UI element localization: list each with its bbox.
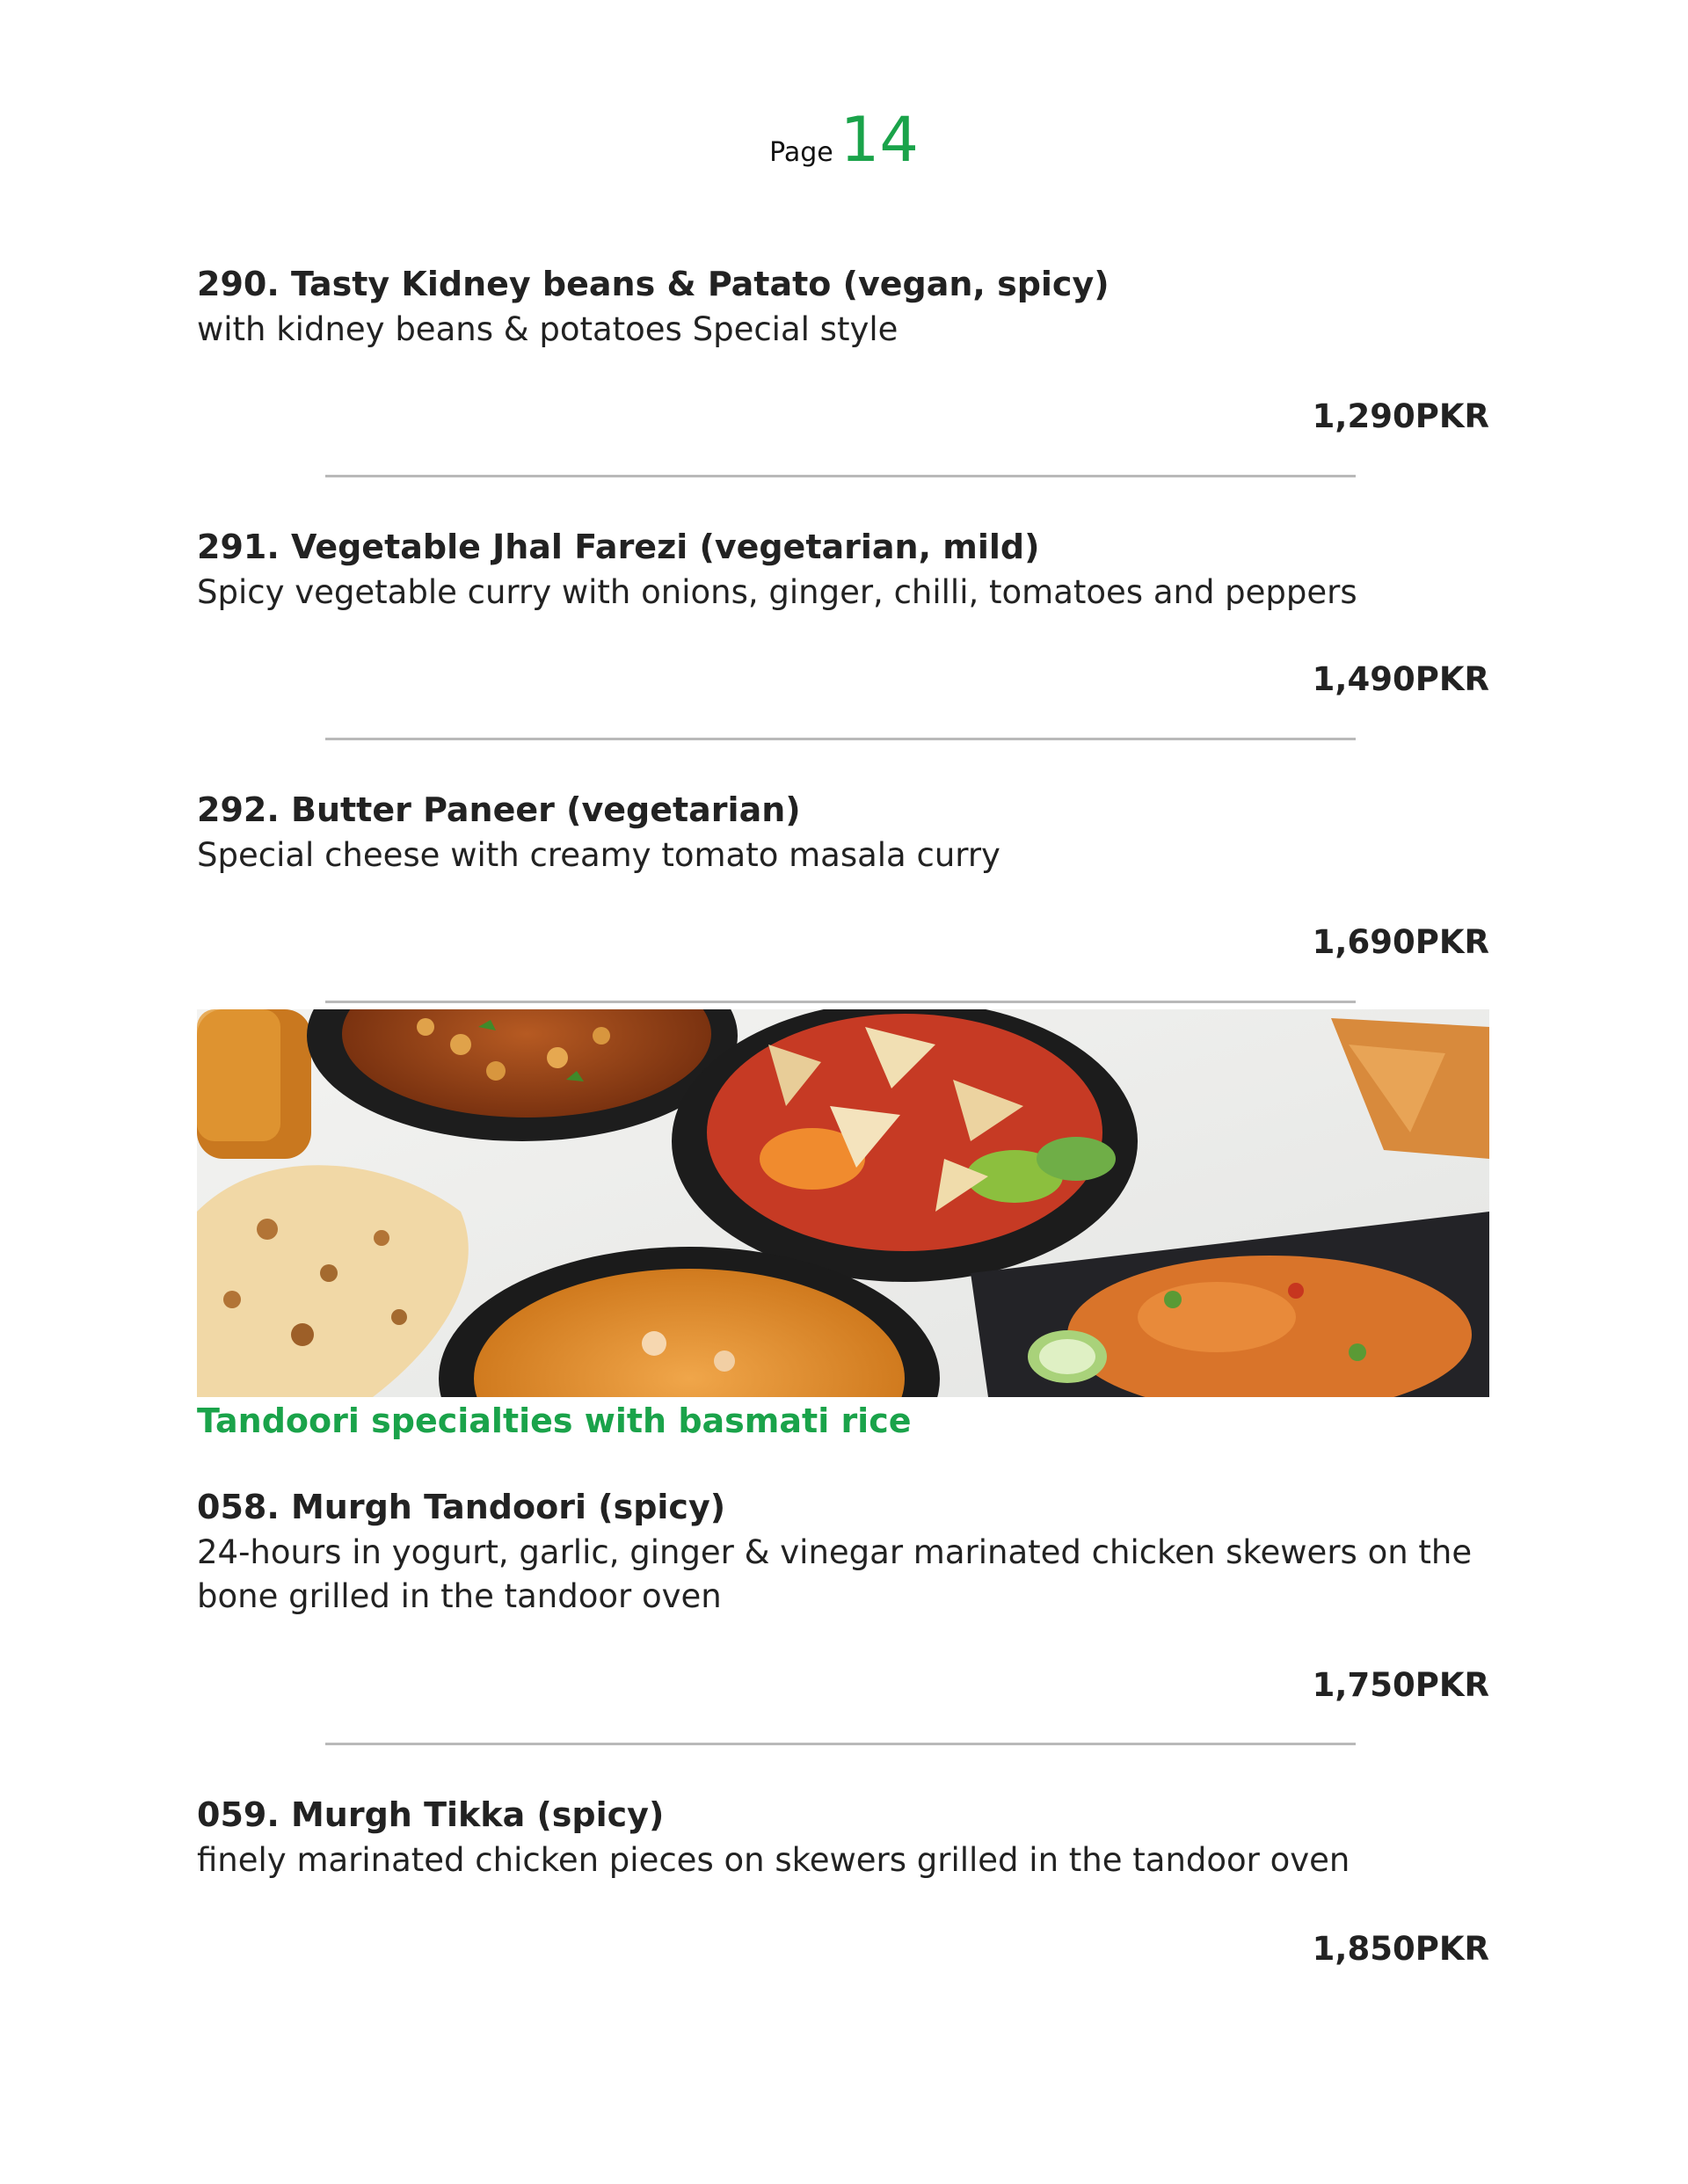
- menu-item-title: 290. Tasty Kidney beans & Patato (vegan, spicy): [197, 265, 1110, 303]
- menu-item-058: [197, 1485, 1489, 1619]
- food-banner-image: [197, 1009, 1489, 1397]
- menu-item-description: with kidney beans & potatoes Special style: [197, 310, 899, 348]
- menu-item-title: 291. Vegetable Jhal Farezi (vegetarian, mild): [197, 528, 1040, 566]
- page-label: Page: [769, 137, 833, 168]
- menu-item-description: Special cheese with creamy tomato masala curry: [197, 836, 1000, 874]
- menu-item-291: [197, 525, 1489, 615]
- menu-item-292: [197, 788, 1489, 877]
- menu-item-price: 1,690PKR: [1312, 923, 1489, 961]
- menu-item-price: 1,490PKR: [1312, 660, 1489, 698]
- menu-item-059: [197, 1793, 1489, 1882]
- page-header: [0, 104, 1688, 176]
- divider: [325, 738, 1356, 740]
- divider: [325, 475, 1356, 477]
- menu-item-title: 058. Murgh Tandoori (spicy): [197, 1488, 726, 1526]
- menu-item-description: 24-hours in yogurt, garlic, ginger & vinegar marinated chicken skewers on the bone grilled in the tandoor oven: [197, 1533, 1473, 1615]
- menu-item-290: [197, 262, 1489, 352]
- menu-item-price: 1,850PKR: [1312, 1930, 1489, 1968]
- menu-item-description: finely marinated chicken pieces on skewers grilled in the tandoor oven: [197, 1841, 1350, 1879]
- divider: [325, 1743, 1356, 1745]
- section-heading: Tandoori specialties with basmati rice: [197, 1401, 912, 1440]
- menu-item-title: 292. Butter Paneer (vegetarian): [197, 790, 801, 829]
- divider: [325, 1001, 1356, 1003]
- page-number: 14: [840, 104, 919, 176]
- menu-item-price: 1,290PKR: [1312, 397, 1489, 435]
- menu-item-price: 1,750PKR: [1312, 1666, 1489, 1704]
- menu-item-description: Spicy vegetable curry with onions, ginger, chilli, tomatoes and peppers: [197, 573, 1357, 611]
- menu-item-title: 059. Murgh Tikka (spicy): [197, 1795, 665, 1834]
